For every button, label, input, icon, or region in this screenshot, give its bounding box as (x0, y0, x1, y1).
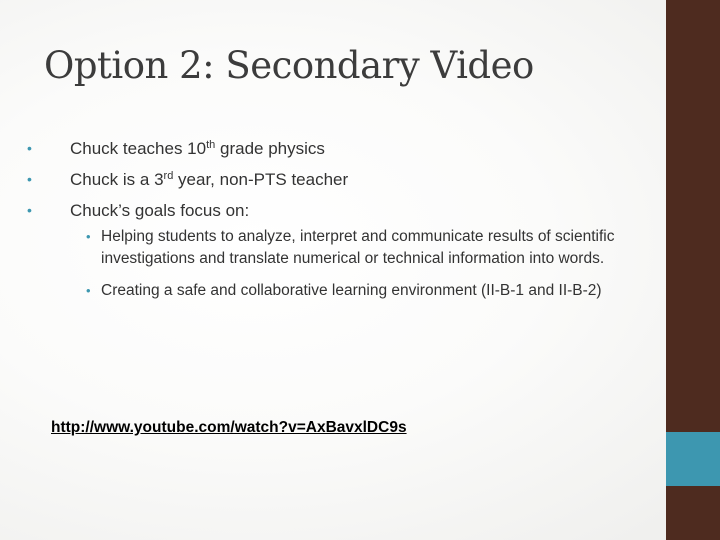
video-link[interactable]: http://www.youtube.com/watch?v=AxBavxlDC9s (51, 419, 407, 436)
bullet-item: • Chuck teaches 10th grade physics (14, 133, 644, 164)
bullet-list (14, 133, 644, 226)
sub-bullet-item: • Creating a safe and collaborative learning environment (II-B-1 and II-B-2) (86, 280, 626, 302)
sub-bullet-item: • Helping students to analyze, interpret and communicate results of scientific investigations and translate numerical or technical information into words. (86, 226, 626, 270)
bullet-item: • Chuck’s goals focus on: (14, 195, 644, 226)
sub-bullet-list (86, 226, 626, 312)
slide-title: Option 2: Secondary Video (44, 44, 534, 87)
bullet-item: • Chuck is a 3rd year, non-PTS teacher (14, 164, 644, 195)
sidebar-accent-block (666, 432, 720, 486)
